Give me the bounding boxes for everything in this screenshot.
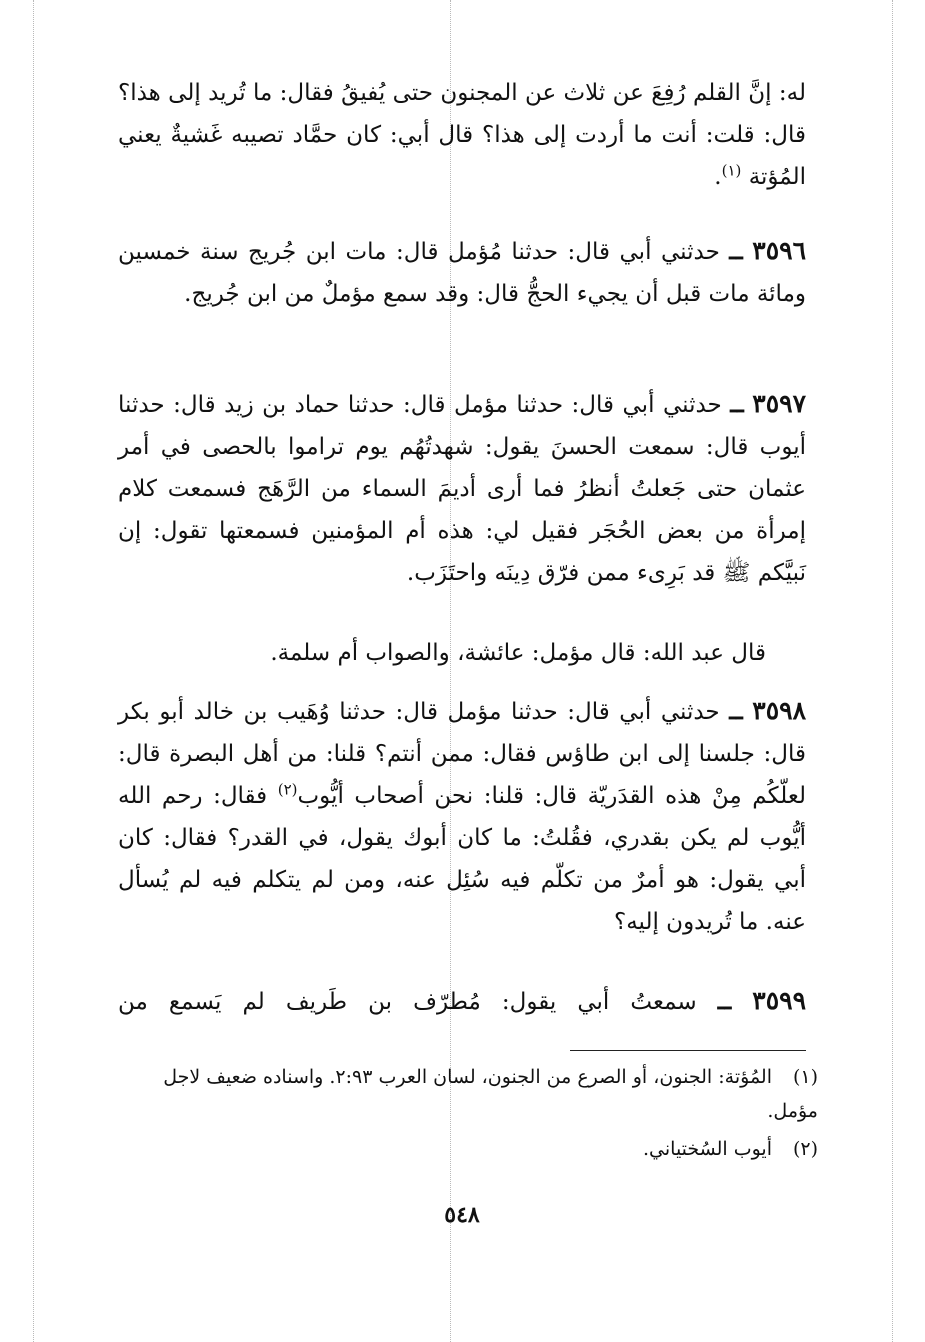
scan-guide-line bbox=[892, 0, 893, 1342]
paragraph-text: له: إنَّ القلم رُفِعَ عن ثلاث عن المجنون حتى يُفيقُ فقال: ما تُريد إلى هذا؟ قال: قلت: أنت ما أردت إلى هذا؟ قال أبي: كان حمَّاد تصيبه غَشيةٌ يعني المُؤتة bbox=[118, 80, 806, 190]
hadith-text: حدثني أبي قال: حدثنا مُؤمل قال: مات ابن جُريج سنة خمسين ومائة مات قبل أن يجيء الحجُّ قال: وقد سمع مؤملٌ من ابن جُريج. bbox=[118, 239, 806, 307]
footnote-marker: (٢) bbox=[792, 1138, 818, 1160]
paragraph-tail: . bbox=[714, 164, 722, 190]
page-number: ٥٤٨ bbox=[444, 1202, 480, 1228]
editor-note-text: قال عبد الله: قال مؤمل: عائشة، والصواب أم سلمة. bbox=[270, 640, 766, 666]
footnote-marker: (١) bbox=[792, 1066, 818, 1088]
paragraph-continuation bbox=[118, 72, 806, 198]
hadith-dash: ــ bbox=[729, 698, 743, 725]
hadith-number: ٣٥٩٩ bbox=[752, 986, 806, 1015]
hadith-number: ٣٥٩٨ bbox=[752, 696, 807, 725]
scan-guide-line bbox=[33, 0, 34, 1342]
footnote-reference[interactable]: (١) bbox=[721, 161, 742, 180]
footnote-separator bbox=[570, 1050, 806, 1051]
footnote-text: المُؤتة: الجنون، أو الصرع من الجنون، لسان العرب ٢:٩٣. واسناده ضعيف لاجل مؤمل. bbox=[163, 1066, 818, 1122]
hadith-text: حدثني أبي قال: حدثنا مؤمل قال: حدثنا وُهَيب بن خالد أبو بكر قال: جلسنا إلى ابن طاؤس فقال: ممن أنتم؟ قلنا: من أهل البصرة قال: لعلّكُم مِنْ هذه القدَريّة قال: قلنا: نحن أصحاب أيُّوب bbox=[118, 699, 806, 809]
hadith-3597 bbox=[118, 383, 806, 594]
hadith-dash: ــ bbox=[729, 238, 743, 265]
hadith-3599 bbox=[118, 980, 806, 1023]
footnote-reference[interactable]: (٢) bbox=[277, 780, 298, 799]
footnote-1 bbox=[118, 1060, 818, 1128]
hadith-text-continued: فقال: رحم الله أيُّوب لم يكن بقدري، فقُلتُ: ما كان أبوك يقول، في القدر؟ فقال: كان أبي يقول: هو أمرٌ من تكلّم فيه سُئِل عنه، ومن لم يتكلم فيه لم يُسأل عنه. ما تُريدون إليه؟ bbox=[118, 783, 806, 935]
editor-note bbox=[118, 632, 806, 674]
hadith-dash: ــ bbox=[730, 391, 744, 418]
footnote-text: أيوب السُختياني. bbox=[642, 1138, 772, 1160]
hadith-number: ٣٥٩٧ bbox=[752, 389, 807, 418]
hadith-dash: ــ bbox=[717, 988, 732, 1015]
hadith-text: سمعتُ أبي يقول: مُطرّف بن طَريف لم يَسمع من bbox=[118, 989, 697, 1015]
hadith-3598 bbox=[118, 690, 806, 943]
hadith-text: حدثني أبي قال: حدثنا مؤمل قال: حدثنا حماد بن زيد قال: حدثنا أيوب قال: سمعت الحسنَ يقول: شهدتُهُم يوم تراموا بالحصى في أمر عثمان حتى جَعلتُ أنظرُ فما أرى أديمَ السماء من الرَّهَج فسمعت كلام إمرأة من بعض الحُجَر فقيل لي: هذه أم المؤمنين فسمعتها تقول: إن نَبيَّكم ﷺ قد بَرِىء ممن فرّق دِينَه واحتَزَب. bbox=[118, 392, 806, 586]
footnote-2 bbox=[118, 1132, 818, 1166]
hadith-number: ٣٥٩٦ bbox=[752, 236, 807, 265]
hadith-3596 bbox=[118, 230, 806, 315]
